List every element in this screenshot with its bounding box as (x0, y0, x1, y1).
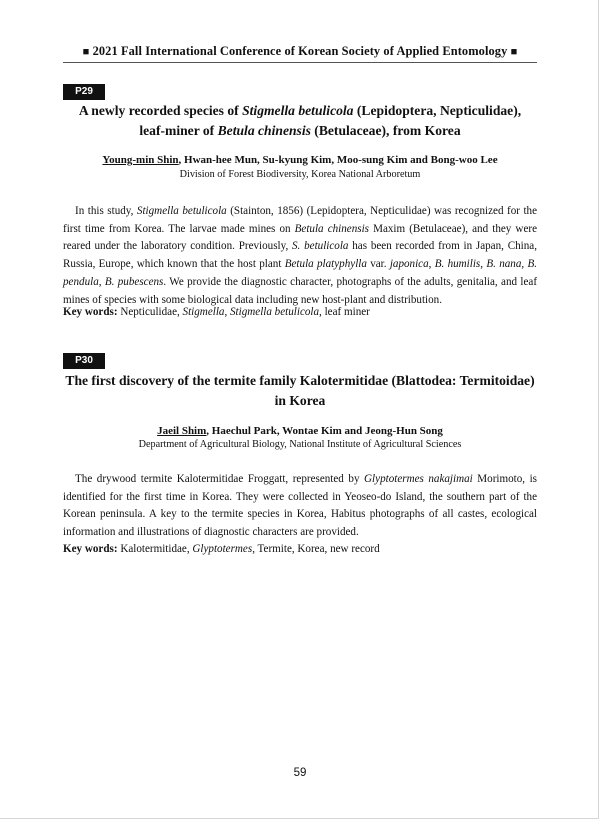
abstract-body: The drywood termite Kalotermitidae Froggatt, represented by Glyptotermes nakajimai Morimoto, is identified for the first time in Korea. They were collected in Yeoseo-do Island, the southern part of the Korean peninsula. A key to the termite species in Korea, Habitus photographs of all castes, ecological information and illustrations of diagnostic characters are provided. (63, 473, 537, 539)
title-line-1: The first discovery of the termite family Kalotermitidae (Blattodea: Termitoidae) (65, 373, 535, 388)
page-number: 59 (293, 767, 307, 779)
co-authors: , Haechul Park, Wontae Kim and Jeong-Hun Song (206, 425, 443, 437)
article-title (63, 101, 537, 141)
lead-author: Jaeil Shim (157, 425, 207, 437)
keywords-label: Key words: (63, 543, 118, 555)
species-name: Stigmella betulicola (242, 103, 354, 118)
article-title (63, 371, 537, 411)
title-line-2: leaf-miner of Betula chinensis (Betulaceae), from Korea (139, 123, 461, 138)
header-square-right-icon: ■ (510, 46, 518, 58)
title-line-1: A newly recorded species of Stigmella betulicola (Lepidoptera, Nepticulidae), (78, 103, 522, 118)
header-square-left-icon: ■ (82, 46, 90, 58)
lead-author: Young-min Shin (102, 154, 179, 166)
host-plant-name: Betula chinensis (217, 123, 311, 138)
abstract-id-badge: P29 (63, 84, 105, 100)
affiliation: Division of Forest Biodiversity, Korea National Arboretum (179, 169, 421, 180)
title-line-2: in Korea (274, 393, 326, 408)
co-authors: , Hwan-hee Mun, Su-kyung Kim, Moo-sung Kim and Bong-woo Lee (178, 154, 498, 166)
affiliation: Department of Agricultural Biology, National Institute of Agricultural Sciences (138, 439, 462, 450)
keywords: Key words: Nepticulidae, Stigmella, Stigmella betulicola, leaf miner (63, 306, 370, 318)
abstract-id-badge: P30 (63, 353, 105, 369)
keywords-label: Key words: (63, 306, 118, 318)
running-header (63, 44, 537, 59)
author-list (63, 424, 537, 438)
header-text: 2021 Fall International Conference of Korean Society of Applied Entomology (92, 44, 508, 58)
abstract-body: In this study, Stigmella betulicola (Stainton, 1856) (Lepidoptera, Nepticulidae) was recognized for the first time from Korea. The larvae made mines on Betula chinensis Maxim (Betulaceae), and they were reared under the laboratory condition. Previously, S. betulicola has been recorded from in Japan, China, Russia, Europe, which known that the host plant Betula platyphylla var. japonica, B. humilis, B. nana, B. pendula, B. pubescens. We provide the diagnostic character, photographs of the adults, genitalia, and leaf mines of species with some biological data including new host-plant and distribution. (63, 205, 538, 306)
author-list (63, 153, 537, 167)
header-rule (63, 62, 537, 63)
keywords: Key words: Kalotermitidae, Glyptotermes, Termite, Korea, new record (63, 543, 380, 555)
